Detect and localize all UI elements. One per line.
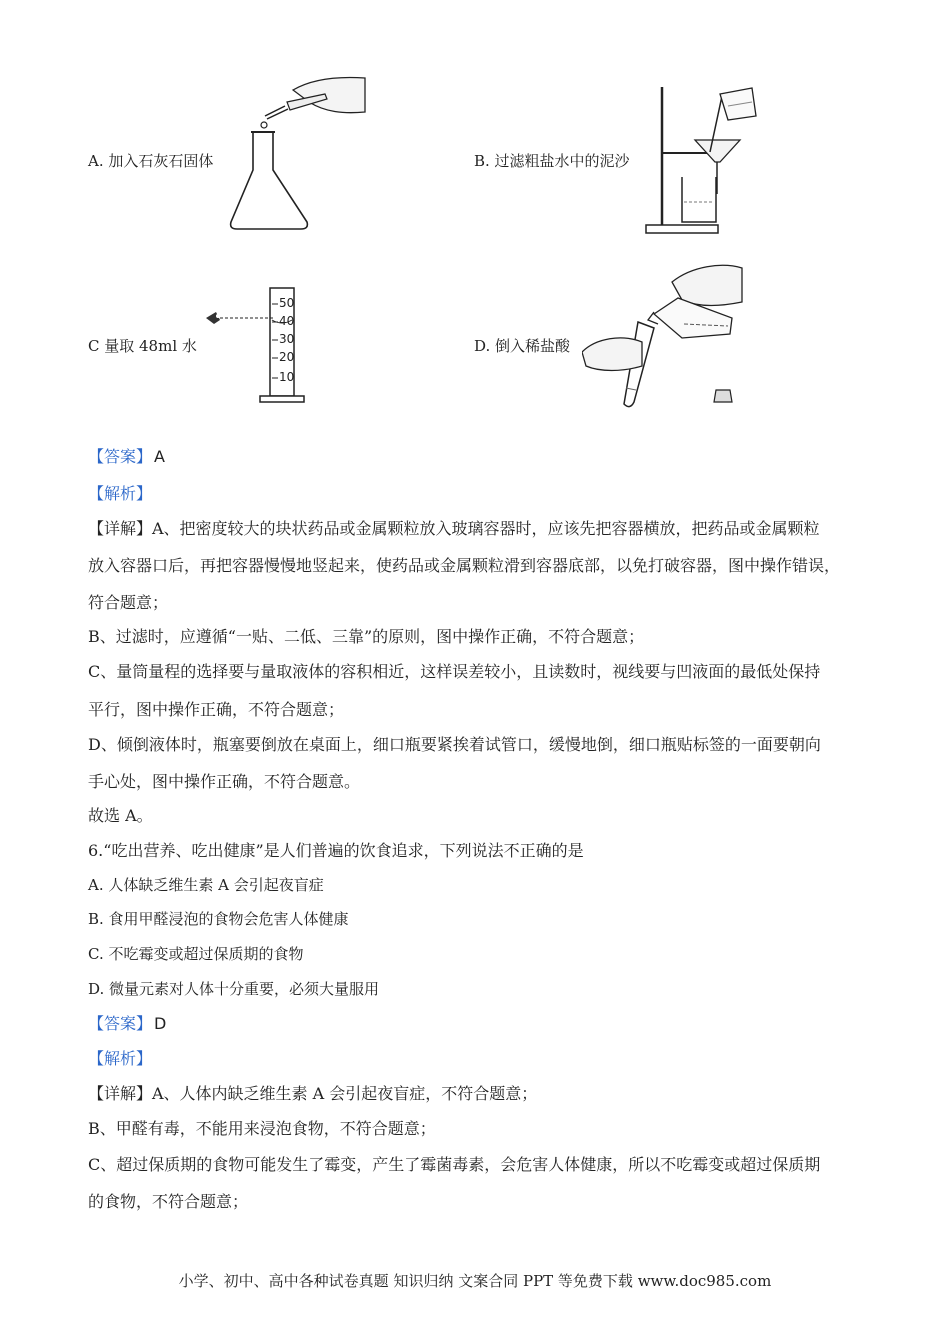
q6-detail-line-3: C、超过保质期的食物可能发生了霉变，产生了霉菌毒素，会危害人体健康，所以不吃霉变或超过保质期	[88, 1155, 821, 1174]
q6-answer	[88, 1011, 166, 1034]
q6-detail-line-2: B、甲醛有毒，不能用来浸泡食物，不符合题意；	[88, 1119, 436, 1138]
q5-answer	[88, 444, 165, 467]
q5-detail-line-9: 故选 A。	[88, 806, 153, 825]
q5-detail-line-8: 手心处，图中操作正确，不符合题意。	[88, 772, 361, 791]
q6-question: 6.“吃出营养、吃出健康”是人们普遍的饮食追求，下列说法不正确的是	[88, 841, 584, 860]
figure-a-flask-icon	[225, 72, 370, 234]
q6-analysis-label: 【解析】	[88, 1049, 153, 1068]
cylinder-tick-30: 30	[279, 332, 295, 346]
cylinder-tick-40: 40	[279, 314, 295, 328]
q6-option-b: B. 食用甲醛浸泡的食物会危害人体健康	[88, 910, 349, 928]
answer-value: A	[154, 447, 165, 466]
q6-option-a: A. 人体缺乏维生素 A 会引起夜盲症	[88, 876, 324, 894]
q6-option-c: C. 不吃霉变或超过保质期的食物	[88, 945, 304, 963]
answer-value: D	[154, 1014, 167, 1033]
option-b-label: B. 过滤粗盐水中的泥沙	[474, 152, 630, 170]
q5-detail-line-4: B、过滤时，应遵循“一贴、二低、三靠”的原则，图中操作正确，不符合题意；	[88, 627, 645, 646]
page-footer: 小学、初中、高中各种试卷真题 知识归纳 文案合同 PPT 等免费下载 www.doc985.com	[178, 1272, 772, 1290]
cylinder-tick-50: 50	[279, 296, 295, 310]
cylinder-tick-20: 20	[279, 350, 295, 364]
option-d-label: D. 倒入稀盐酸	[474, 337, 571, 355]
q5-detail-line-1: 【详解】A、把密度较大的块状药品或金属颗粒放入玻璃容器时，应该先把容器横放，把药品或金属颗粒	[88, 519, 820, 538]
answer-label: 【答案】	[88, 1014, 153, 1033]
answer-label: 【答案】	[88, 447, 153, 466]
figure-d-pouring-icon	[582, 262, 752, 412]
q6-option-d: D. 微量元素对人体十分重要，必须大量服用	[88, 980, 380, 998]
cylinder-tick-10: 10	[279, 370, 295, 384]
q6-detail-line-1: 【详解】A、人体内缺乏维生素 A 会引起夜盲症，不符合题意；	[88, 1084, 538, 1103]
q5-detail-line-7: D、倾倒液体时，瓶塞要倒放在桌面上，细口瓶要紧挨着试管口，缓慢地倒，细口瓶贴标签的一面要朝向	[88, 735, 821, 754]
q5-detail-line-2: 放入容器口后，再把容器慢慢地竖起来，使药品或金属颗粒滑到容器底部，以免打破容器，图中操作错误，	[88, 556, 841, 575]
q5-analysis-label: 【解析】	[88, 484, 153, 503]
figure-b-filtration-icon	[640, 82, 765, 237]
option-a-label: A. 加入石灰石固体	[88, 152, 214, 170]
q6-detail-line-4: 的食物，不符合题意；	[88, 1192, 249, 1211]
q5-detail-line-3: 符合题意；	[88, 593, 169, 612]
option-c-label: C 量取 48ml 水	[88, 337, 197, 355]
q5-detail-line-5: C、量筒量程的选择要与量取液体的容积相近，这样误差较小，且读数时，视线要与凹液面的最低处保持	[88, 662, 821, 681]
q5-detail-line-6: 平行，图中操作正确，不符合题意；	[88, 700, 345, 719]
